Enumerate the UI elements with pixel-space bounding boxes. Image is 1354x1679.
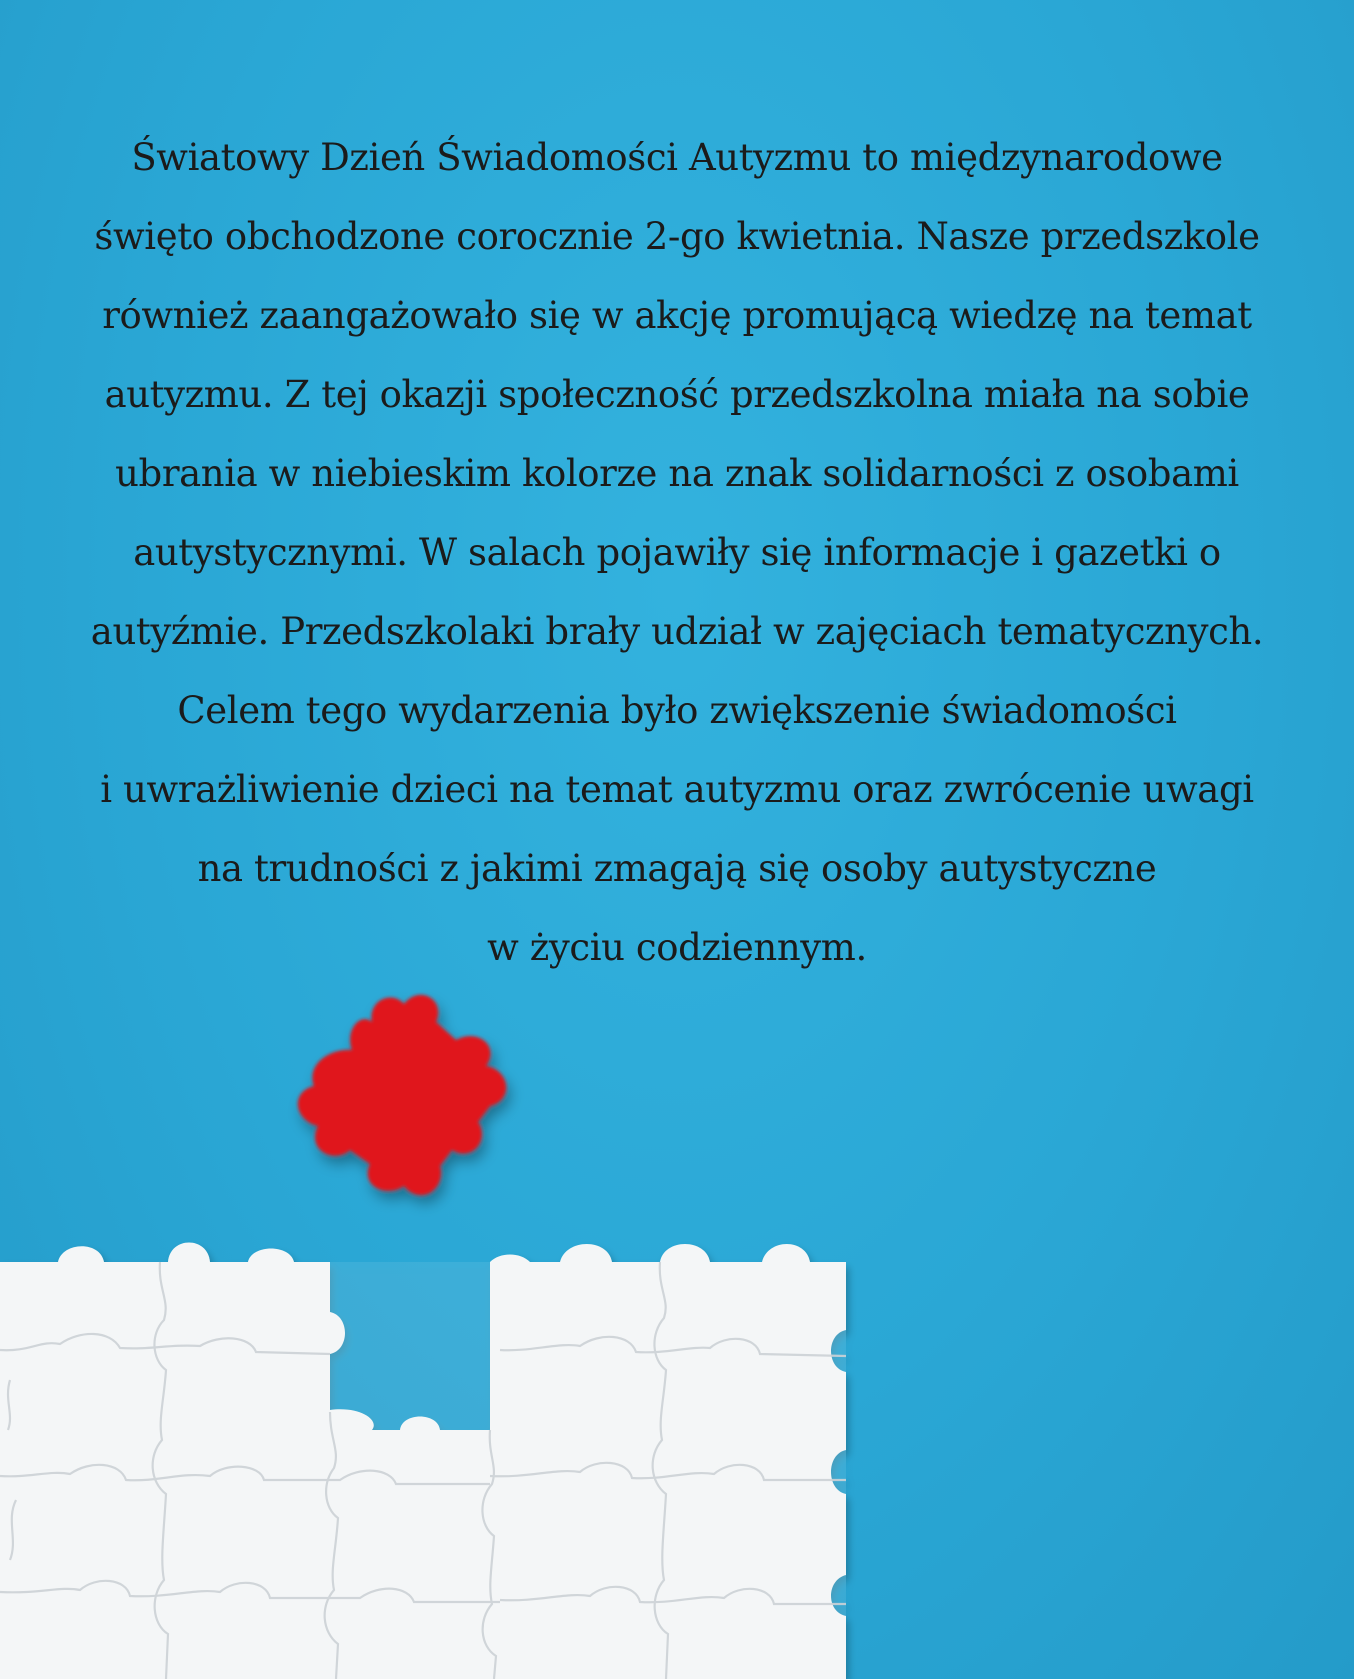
text-line-1: Światowy Dzień Świadomości Autyzmu to międzynarodowe bbox=[131, 136, 1223, 179]
text-line-5: ubrania w niebieskim kolorze na znak solidarności z osobami bbox=[115, 452, 1239, 495]
text-line-10: na trudności z jakimi zmagają się osoby autystyczne bbox=[197, 847, 1157, 890]
text-line-11: w życiu codziennym. bbox=[487, 926, 867, 969]
awareness-text bbox=[40, 118, 1314, 987]
text-line-3: również zaangażowało się w akcję promującą wiedzę na temat bbox=[102, 294, 1252, 337]
text-line-9: i uwrażliwienie dzieci na temat autyzmu oraz zwrócenie uwagi bbox=[100, 768, 1254, 811]
text-line-7: autyźmie. Przedszkolaki brały udział w zajęciach tematycznych. bbox=[90, 610, 1264, 653]
text-line-8: Celem tego wydarzenia było zwiększenie świadomości bbox=[177, 689, 1177, 732]
text-line-2: święto obchodzone corocznie 2-go kwietnia. Nasze przedszkole bbox=[94, 215, 1260, 258]
text-line-6: autystycznymi. W salach pojawiły się informacje i gazetki o bbox=[133, 531, 1221, 574]
text-line-4: autyzmu. Z tej okazji społeczność przedszkolna miała na sobie bbox=[104, 373, 1250, 416]
